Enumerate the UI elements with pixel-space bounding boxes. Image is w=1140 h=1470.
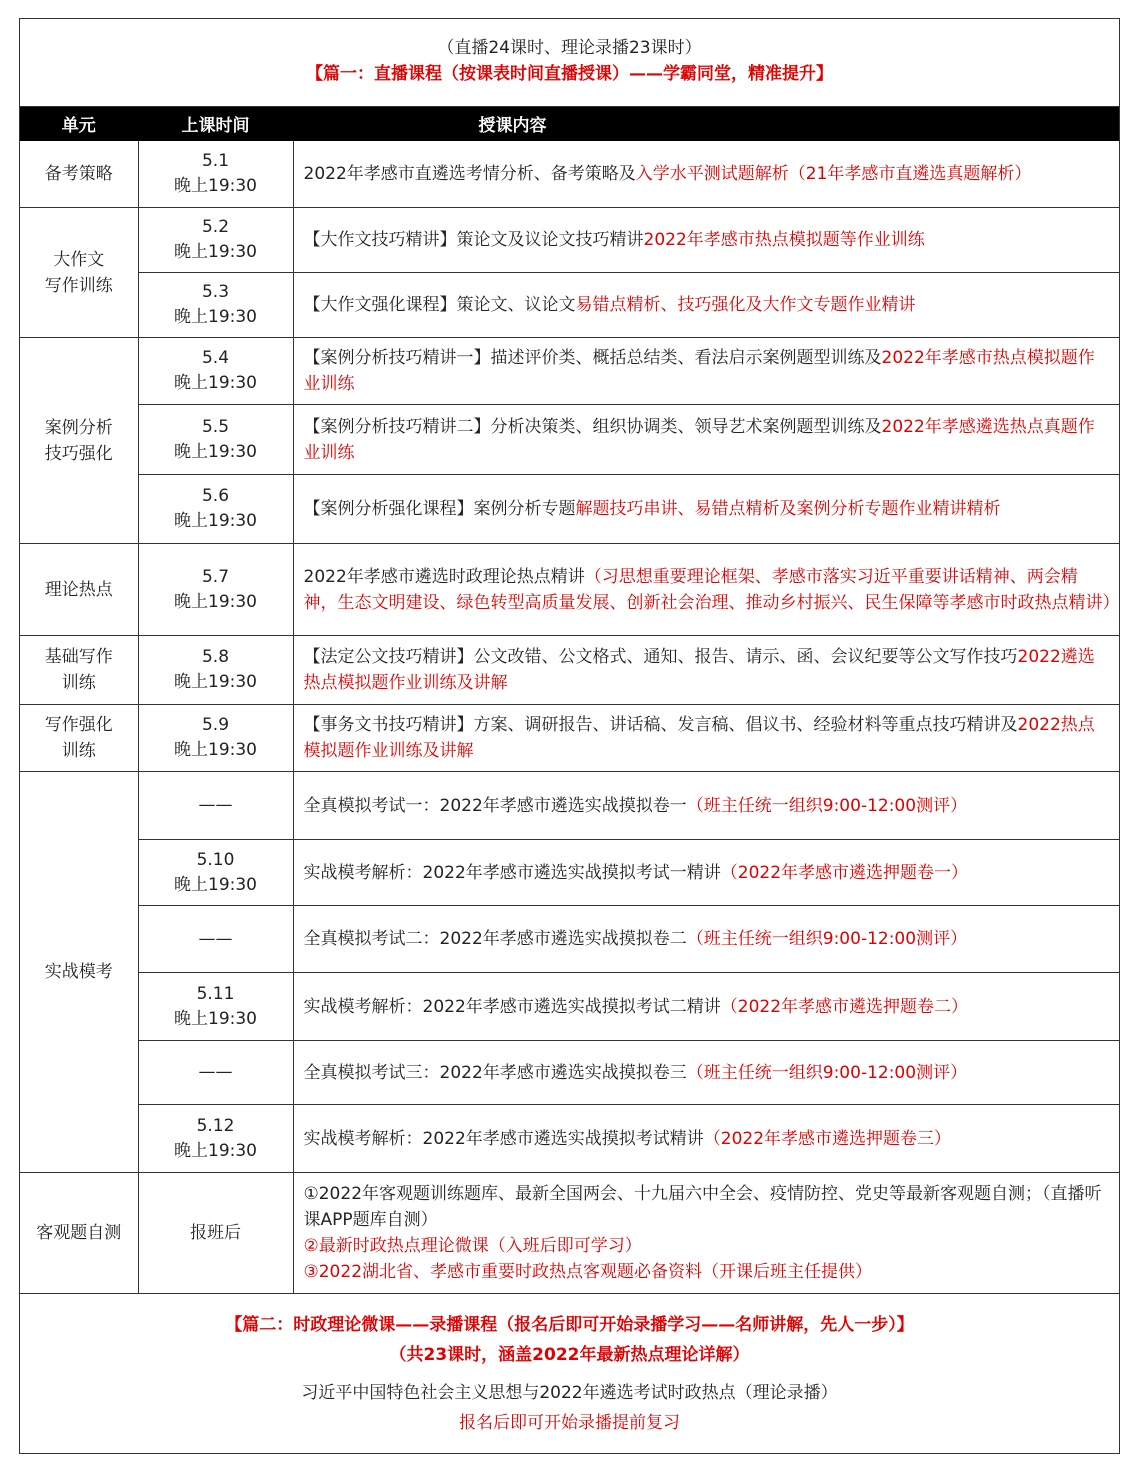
content-highlight: 2022热点模拟题作业训练及讲解 bbox=[303, 715, 1095, 761]
content-highlight: （2022年孝感市遴选押题卷三） bbox=[703, 1128, 952, 1149]
time-clock: 晚上19:30 bbox=[174, 1008, 257, 1029]
table-row bbox=[20, 1041, 1119, 1105]
content-text: 【法定公文技巧精讲】公文改错、公文格式、通知、报告、请示、函、会议纪要等公文写作技巧 bbox=[303, 647, 1018, 667]
time-cell bbox=[138, 405, 293, 475]
column-header-time: 上课时间 bbox=[138, 107, 293, 141]
unit-label: 写作强化 训练 bbox=[44, 715, 113, 761]
header-part-one-title: 【篇一：直播课程（按课表时间直播授课）——学霸同堂，精准提升】 bbox=[306, 64, 833, 84]
time-clock: 晚上19:30 bbox=[174, 176, 257, 196]
time-clock: 晚上19:30 bbox=[174, 441, 257, 462]
schedule-frame bbox=[19, 18, 1120, 1454]
time-cell bbox=[138, 1105, 293, 1173]
time-date: 5.8 bbox=[201, 647, 230, 667]
time-date: 5.1 bbox=[201, 151, 230, 171]
unit-cell bbox=[20, 338, 138, 544]
time-cell bbox=[138, 705, 293, 772]
unit-cell bbox=[20, 772, 138, 1173]
time-date: 5.7 bbox=[201, 566, 230, 587]
content-text: 实战模考解析：2022年孝感市遴选实战摸拟考试一精讲 bbox=[303, 862, 721, 883]
content-cell bbox=[293, 273, 1119, 338]
table-row bbox=[20, 141, 1119, 208]
content-cell bbox=[293, 544, 1119, 636]
content-text: 2022年孝感市直遴选考情分析、备考策略及 bbox=[303, 164, 636, 184]
table-row bbox=[20, 772, 1119, 840]
content-text: 【大作文技巧精讲】策论文及议论文技巧精讲 bbox=[303, 230, 644, 250]
content-cell bbox=[293, 338, 1119, 405]
column-header-unit: 单元 bbox=[20, 107, 138, 141]
header-hours: （直播24课时、理论录播23课时） bbox=[437, 38, 702, 58]
time-date: —— bbox=[198, 1062, 233, 1082]
unit-cell bbox=[20, 208, 138, 338]
content-highlight: （2022年孝感市遴选押题卷一） bbox=[720, 862, 969, 883]
part-two-course: 习近平中国特色社会主义思想与2022年遴选考试时政热点（理论录播） bbox=[301, 1383, 838, 1403]
unit-label: 备考策略 bbox=[44, 164, 113, 184]
schedule-header bbox=[20, 19, 1119, 107]
time-date: 5.4 bbox=[201, 348, 230, 368]
time-date: 5.3 bbox=[201, 282, 230, 302]
time-date: 5.6 bbox=[201, 486, 230, 506]
unit-label: 基础写作 训练 bbox=[44, 647, 113, 693]
time-clock: 晚上19:30 bbox=[174, 591, 257, 612]
unit-label: 大作文 写作训练 bbox=[44, 249, 113, 296]
table-row bbox=[20, 636, 1119, 705]
unit-label: 理论热点 bbox=[44, 579, 113, 600]
table-row bbox=[20, 338, 1119, 405]
time-cell bbox=[138, 1041, 293, 1105]
content-highlight: 入学水平测试题解析（21年孝感市直遴选真题解析） bbox=[635, 164, 1032, 184]
part-two-section bbox=[20, 1294, 1119, 1438]
unit-cell bbox=[20, 705, 138, 772]
part-two-hours: （共23课时，涵盖2022年最新热点理论详解） bbox=[389, 1345, 750, 1365]
table-row bbox=[20, 1173, 1119, 1294]
table-row bbox=[20, 544, 1119, 636]
time-clock: 晚上19:30 bbox=[174, 1140, 257, 1161]
time-label: 报班后 bbox=[190, 1222, 241, 1243]
time-date: 5.11 bbox=[196, 983, 235, 1004]
content-cell bbox=[293, 636, 1119, 705]
time-cell bbox=[138, 840, 293, 906]
time-cell bbox=[138, 906, 293, 973]
unit-cell bbox=[20, 1173, 138, 1294]
self-test-item: ③2022湖北省、孝感市重要时政热点客观题必备资料（开课后班主任提供） bbox=[303, 1262, 873, 1282]
time-clock: 晚上19:30 bbox=[174, 307, 257, 327]
content-cell bbox=[293, 906, 1119, 973]
unit-cell bbox=[20, 544, 138, 636]
table-row bbox=[20, 840, 1119, 906]
table-header-row bbox=[20, 107, 1119, 141]
table-row bbox=[20, 208, 1119, 273]
content-cell bbox=[293, 208, 1119, 273]
part-two-note: 报名后即可开始录播提前复习 bbox=[459, 1413, 680, 1433]
content-text: 全真模拟考试三：2022年孝感市遴选实战摸拟卷三 bbox=[303, 1062, 687, 1083]
table-row bbox=[20, 1105, 1119, 1173]
time-date: 5.2 bbox=[201, 217, 230, 237]
content-cell bbox=[293, 772, 1119, 840]
time-cell bbox=[138, 273, 293, 338]
content-cell bbox=[293, 1041, 1119, 1105]
table-row bbox=[20, 973, 1119, 1041]
time-cell bbox=[138, 544, 293, 636]
time-clock: 晚上19:30 bbox=[174, 740, 257, 760]
content-cell bbox=[293, 705, 1119, 772]
content-cell bbox=[293, 475, 1119, 544]
time-cell bbox=[138, 772, 293, 840]
unit-label: 客观题自测 bbox=[36, 1223, 122, 1243]
time-cell bbox=[138, 338, 293, 405]
time-cell bbox=[138, 973, 293, 1041]
column-header-content: 授课内容 bbox=[293, 107, 1119, 141]
content-highlight: （班主任统一组织9:00-12:00测评） bbox=[686, 929, 968, 949]
content-highlight: 解题技巧串讲、易错点精析及案例分析专题作业精讲精析 bbox=[575, 499, 1001, 519]
content-text: 【案例分析强化课程】案例分析专题 bbox=[303, 499, 576, 519]
content-cell bbox=[293, 141, 1119, 208]
time-clock: 晚上19:30 bbox=[174, 242, 257, 262]
content-text: 2022年孝感市遴选时政理论热点精讲 bbox=[303, 566, 585, 587]
time-date: —— bbox=[198, 795, 233, 815]
content-highlight: （习思想重要理论框架、孝感市落实习近平重要讲话精神、两会精神，生态文明建设、绿色转型高质量发展、创新社会治理、推动乡村振兴、民生保障等孝感市时政热点精讲） bbox=[303, 566, 1120, 613]
content-highlight: 2022年孝感市热点模拟题作业训练 bbox=[303, 348, 1095, 394]
time-cell bbox=[138, 1173, 293, 1294]
unit-cell bbox=[20, 141, 138, 208]
content-text: 【案例分析技巧精讲二】分析决策类、组织协调类、领导艺术案例题型训练及 bbox=[303, 416, 882, 437]
content-cell bbox=[293, 840, 1119, 906]
content-text: 【案例分析技巧精讲一】描述评价类、概括总结类、看法启示案例题型训练及 bbox=[303, 348, 882, 368]
content-highlight: 2022遴选热点模拟题作业训练及讲解 bbox=[303, 647, 1095, 693]
content-text: 全真模拟考试二：2022年孝感市遴选实战摸拟卷二 bbox=[303, 929, 687, 949]
content-text: 【大作文强化课程】策论文、议论文 bbox=[303, 295, 576, 315]
content-cell bbox=[293, 1173, 1119, 1294]
self-test-item: ①2022年客观题训练题库、最新全国两会、十九届六中全会、疫情防控、党史等最新客观题自测；（直播听课APP题库自测） bbox=[303, 1184, 1102, 1230]
content-cell bbox=[293, 405, 1119, 475]
time-date: 5.5 bbox=[201, 416, 230, 437]
time-clock: 晚上19:30 bbox=[174, 373, 257, 393]
time-clock: 晚上19:30 bbox=[174, 511, 257, 531]
content-text: 实战模考解析：2022年孝感市遴选实战摸拟考试二精讲 bbox=[303, 996, 721, 1017]
time-clock: 晚上19:30 bbox=[174, 672, 257, 692]
content-cell bbox=[293, 1105, 1119, 1173]
table-row bbox=[20, 475, 1119, 544]
content-highlight: （班主任统一组织9:00-12:00测评） bbox=[686, 1062, 968, 1083]
unit-cell bbox=[20, 636, 138, 705]
time-date: 5.12 bbox=[196, 1115, 235, 1136]
schedule-table bbox=[20, 107, 1119, 1294]
time-clock: 晚上19:30 bbox=[174, 874, 257, 895]
content-highlight: （2022年孝感市遴选押题卷二） bbox=[720, 996, 969, 1017]
time-date: 5.10 bbox=[196, 849, 235, 870]
unit-label: 实战模考 bbox=[44, 962, 113, 982]
table-row bbox=[20, 705, 1119, 772]
time-date: —— bbox=[198, 928, 233, 949]
part-two-title: 【篇二：时政理论微课——录播课程（报名后即可开始录播学习——名师讲解，先人一步）】 bbox=[225, 1315, 914, 1335]
unit-label: 案例分析 技巧强化 bbox=[44, 417, 113, 464]
time-date: 5.9 bbox=[201, 715, 230, 735]
time-cell bbox=[138, 636, 293, 705]
time-cell bbox=[138, 475, 293, 544]
table-row bbox=[20, 906, 1119, 973]
content-cell bbox=[293, 973, 1119, 1041]
content-text: 实战模考解析：2022年孝感市遴选实战摸拟考试精讲 bbox=[303, 1128, 704, 1149]
content-highlight: 2022年孝感市热点模拟题等作业训练 bbox=[643, 230, 925, 250]
content-highlight: 2022年孝感遴选热点真题作业训练 bbox=[303, 416, 1095, 463]
content-text: 【事务文书技巧精讲】方案、调研报告、讲话稿、发言稿、倡议书、经验材料等重点技巧精讲及 bbox=[303, 715, 1018, 735]
content-text: 全真模拟考试一：2022年孝感市遴选实战摸拟卷一 bbox=[303, 795, 687, 816]
content-highlight: 易错点精析、技巧强化及大作文专题作业精讲 bbox=[575, 295, 916, 315]
table-row bbox=[20, 405, 1119, 475]
time-cell bbox=[138, 141, 293, 208]
time-cell bbox=[138, 208, 293, 273]
table-row bbox=[20, 273, 1119, 338]
content-highlight: （班主任统一组织9:00-12:00测评） bbox=[686, 795, 968, 816]
self-test-item: ②最新时政热点理论微课（入班后即可学习） bbox=[303, 1236, 642, 1256]
